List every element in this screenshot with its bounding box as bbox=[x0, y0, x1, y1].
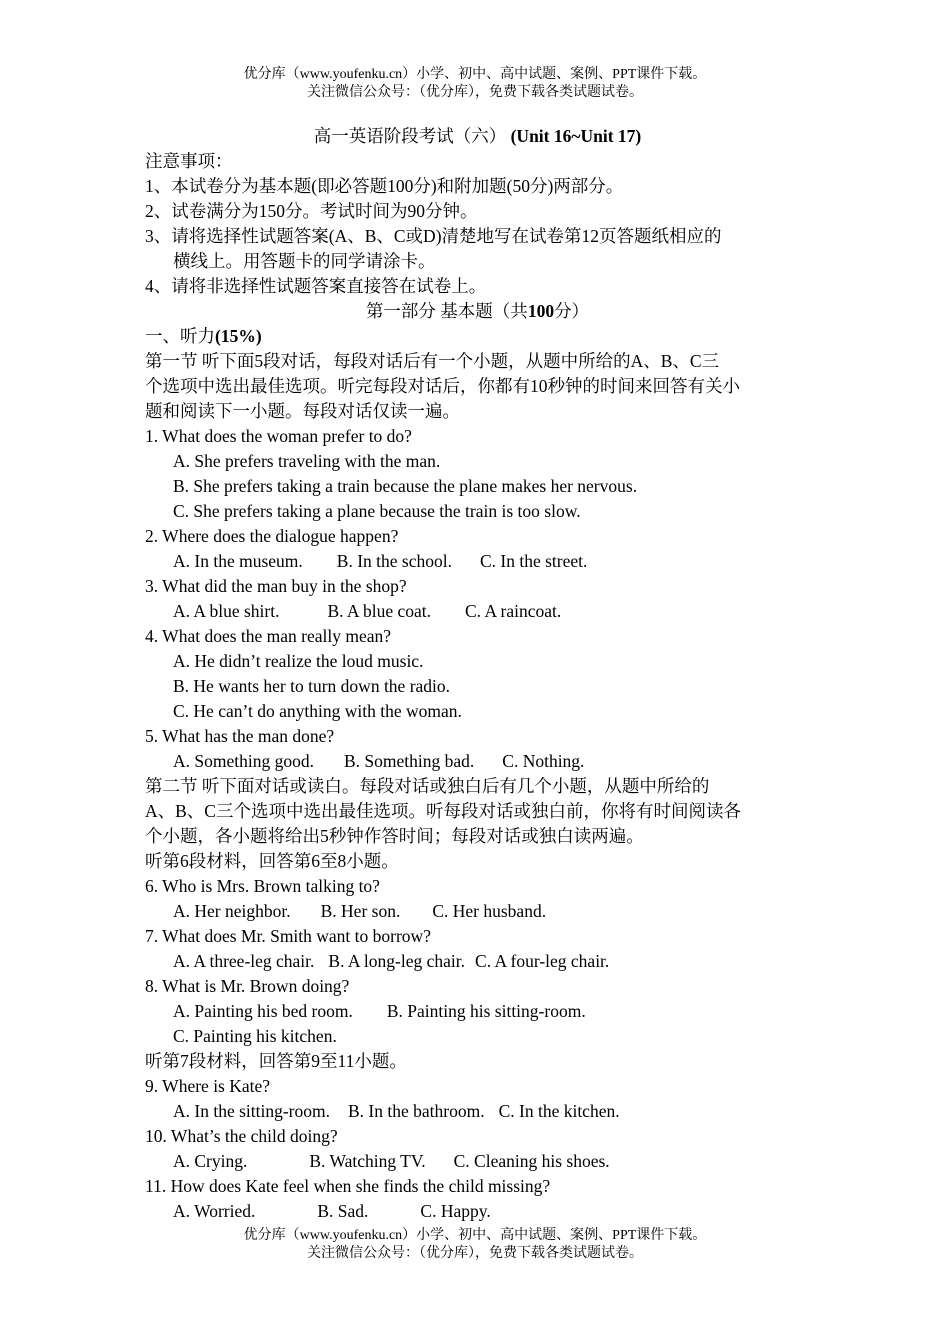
page-header bbox=[0, 66, 950, 102]
question-3-option-c: C. A raincoat. bbox=[465, 601, 562, 621]
note-3: 3、请将选择性试题答案(A、B、C或D)清楚地写在试卷第12页答题纸相应的 bbox=[145, 226, 722, 246]
question-5-option-c: C. Nothing. bbox=[502, 751, 585, 771]
question-3-options bbox=[145, 599, 810, 624]
question-4-option-b: B. He wants her to turn down the radio. bbox=[173, 676, 451, 696]
question-10: 10. What’s the child doing? bbox=[145, 1126, 338, 1146]
question-7-option-b: B. A long-leg chair. bbox=[328, 951, 466, 971]
question-2-option-b: B. In the school. bbox=[336, 551, 452, 571]
question-10-option-b: B. Watching TV. bbox=[309, 1151, 426, 1171]
question-9-option-c: C. In the kitchen. bbox=[498, 1101, 620, 1121]
question-8-option-a: A. Painting his bed room. bbox=[173, 1001, 353, 1021]
note-3-continued: 横线上。用答题卡的同学请涂卡。 bbox=[173, 251, 436, 271]
part-1-score: 100 bbox=[527, 301, 555, 321]
section-1-score: (15%) bbox=[215, 326, 262, 346]
question-5-option-b: B. Something bad. bbox=[343, 751, 475, 771]
question-11-option-a: A. Worried. bbox=[173, 1201, 256, 1221]
question-8-option-b: B. Painting his sitting-room. bbox=[386, 1001, 586, 1021]
question-5-options bbox=[145, 749, 810, 774]
section-1-heading bbox=[145, 324, 810, 349]
question-1-option-b: B. She prefers taking a train because the plane makes her nervous. bbox=[173, 476, 638, 496]
material-7-instruction: 听第7段材料，回答第9至11小题。 bbox=[145, 1051, 407, 1071]
question-3-option-a: A. A blue shirt. bbox=[173, 601, 280, 621]
question-10-option-a: A. Crying. bbox=[173, 1151, 248, 1171]
question-5-option-a: A. Something good. bbox=[173, 751, 314, 771]
question-2-option-c: C. In the street. bbox=[479, 551, 588, 571]
subsection-2-line-2: A、B、C三个选项中选出最佳选项。听每段对话或独白前，你将有时间阅读各 bbox=[145, 801, 741, 821]
exam-title-cn: 高一英语阶段考试（六） bbox=[313, 126, 507, 146]
question-10-options bbox=[145, 1149, 810, 1174]
subsection-2-line-1: 第二节 听下面对话或读白。每段对话或独白后有几个小题，从题中所给的 bbox=[145, 776, 710, 796]
question-1: 1. What does the woman prefer to do? bbox=[145, 426, 412, 446]
footer-line-1: 优分库（www.youfenku.cn）小学、初中、高中试题、案例、PPT课件下载。 bbox=[243, 1228, 707, 1243]
question-7: 7. What does Mr. Smith want to borrow? bbox=[145, 926, 431, 946]
question-4-option-c: C. He can’t do anything with the woman. bbox=[173, 701, 462, 721]
question-11: 11. How does Kate feel when she finds the child missing? bbox=[145, 1176, 551, 1196]
material-6-instruction: 听第6段材料，回答第6至8小题。 bbox=[145, 851, 399, 871]
footer-line-2: 关注微信公众号：（优分库），免费下载各类试题试卷。 bbox=[307, 1246, 643, 1261]
question-4-option-a: A. He didn’t realize the loud music. bbox=[173, 651, 424, 671]
question-7-option-c: C. A four-leg chair. bbox=[475, 951, 610, 971]
question-11-option-b: B. Sad. bbox=[317, 1201, 369, 1221]
question-6-option-a: A. Her neighbor. bbox=[173, 901, 291, 921]
question-7-option-a: A. A three-leg chair. bbox=[173, 951, 315, 971]
page-footer bbox=[0, 1227, 950, 1263]
question-2-options bbox=[145, 549, 810, 574]
exam-title bbox=[145, 124, 810, 149]
question-11-options bbox=[145, 1199, 810, 1224]
subsection-2-line-3: 个小题，各小题将给出5秒钟作答时间；每段对话或独白读两遍。 bbox=[145, 826, 644, 846]
question-8: 8. What is Mr. Brown doing? bbox=[145, 976, 350, 996]
question-3-option-b: B. A blue coat. bbox=[327, 601, 431, 621]
note-1: 1、本试卷分为基本题(即必答题100分)和附加题(50分)两部分。 bbox=[145, 176, 624, 196]
question-9-options bbox=[145, 1099, 810, 1124]
question-1-option-c: C. She prefers taking a plane because the train is too slow. bbox=[173, 501, 581, 521]
question-11-option-c: C. Happy. bbox=[420, 1201, 491, 1221]
note-4: 4、请将非选择性试题答案直接答在试卷上。 bbox=[145, 276, 487, 296]
section-1-prefix: 一、听力 bbox=[145, 326, 215, 346]
question-4: 4. What does the man really mean? bbox=[145, 626, 392, 646]
question-9-option-a: A. In the sitting-room. bbox=[173, 1101, 330, 1121]
question-8-option-c: C. Painting his kitchen. bbox=[173, 1026, 337, 1046]
subsection-1-line-1: 第一节 听下面5段对话，每段对话后有一个小题，从题中所给的A、B、C三 bbox=[145, 351, 720, 371]
part-1-prefix: 第一部分 基本题（共 bbox=[365, 301, 528, 321]
question-10-option-c: C. Cleaning his shoes. bbox=[453, 1151, 610, 1171]
question-3: 3. What did the man buy in the shop? bbox=[145, 576, 407, 596]
question-6: 6. Who is Mrs. Brown talking to? bbox=[145, 876, 380, 896]
part-1-suffix: 分） bbox=[554, 301, 590, 321]
question-7-options bbox=[145, 949, 810, 974]
question-8-options bbox=[145, 999, 810, 1024]
exam-title-en: (Unit 16~Unit 17) bbox=[510, 126, 642, 146]
exam-body bbox=[145, 124, 810, 1224]
question-9: 9. Where is Kate? bbox=[145, 1076, 271, 1096]
header-line-1: 优分库（www.youfenku.cn）小学、初中、高中试题、案例、PPT课件下载。 bbox=[243, 67, 707, 82]
note-2: 2、试卷满分为150分。考试时间为90分钟。 bbox=[145, 201, 478, 221]
question-9-option-b: B. In the bathroom. bbox=[348, 1101, 485, 1121]
question-2: 2. Where does the dialogue happen? bbox=[145, 526, 399, 546]
part-1-heading bbox=[145, 299, 810, 324]
question-5: 5. What has the man done? bbox=[145, 726, 335, 746]
notes-heading: 注意事项： bbox=[145, 151, 233, 171]
subsection-1-line-3: 题和阅读下一小题。每段对话仅读一遍。 bbox=[145, 401, 460, 421]
question-6-options bbox=[145, 899, 810, 924]
question-1-option-a: A. She prefers traveling with the man. bbox=[173, 451, 441, 471]
subsection-1-line-2: 个选项中选出最佳选项。听完每段对话后，你都有10秒钟的时间来回答有关小 bbox=[145, 376, 740, 396]
question-6-option-c: C. Her husband. bbox=[432, 901, 547, 921]
question-2-option-a: A. In the museum. bbox=[173, 551, 303, 571]
question-6-option-b: B. Her son. bbox=[320, 901, 401, 921]
header-line-2: 关注微信公众号：（优分库），免费下载各类试题试卷。 bbox=[307, 85, 643, 100]
